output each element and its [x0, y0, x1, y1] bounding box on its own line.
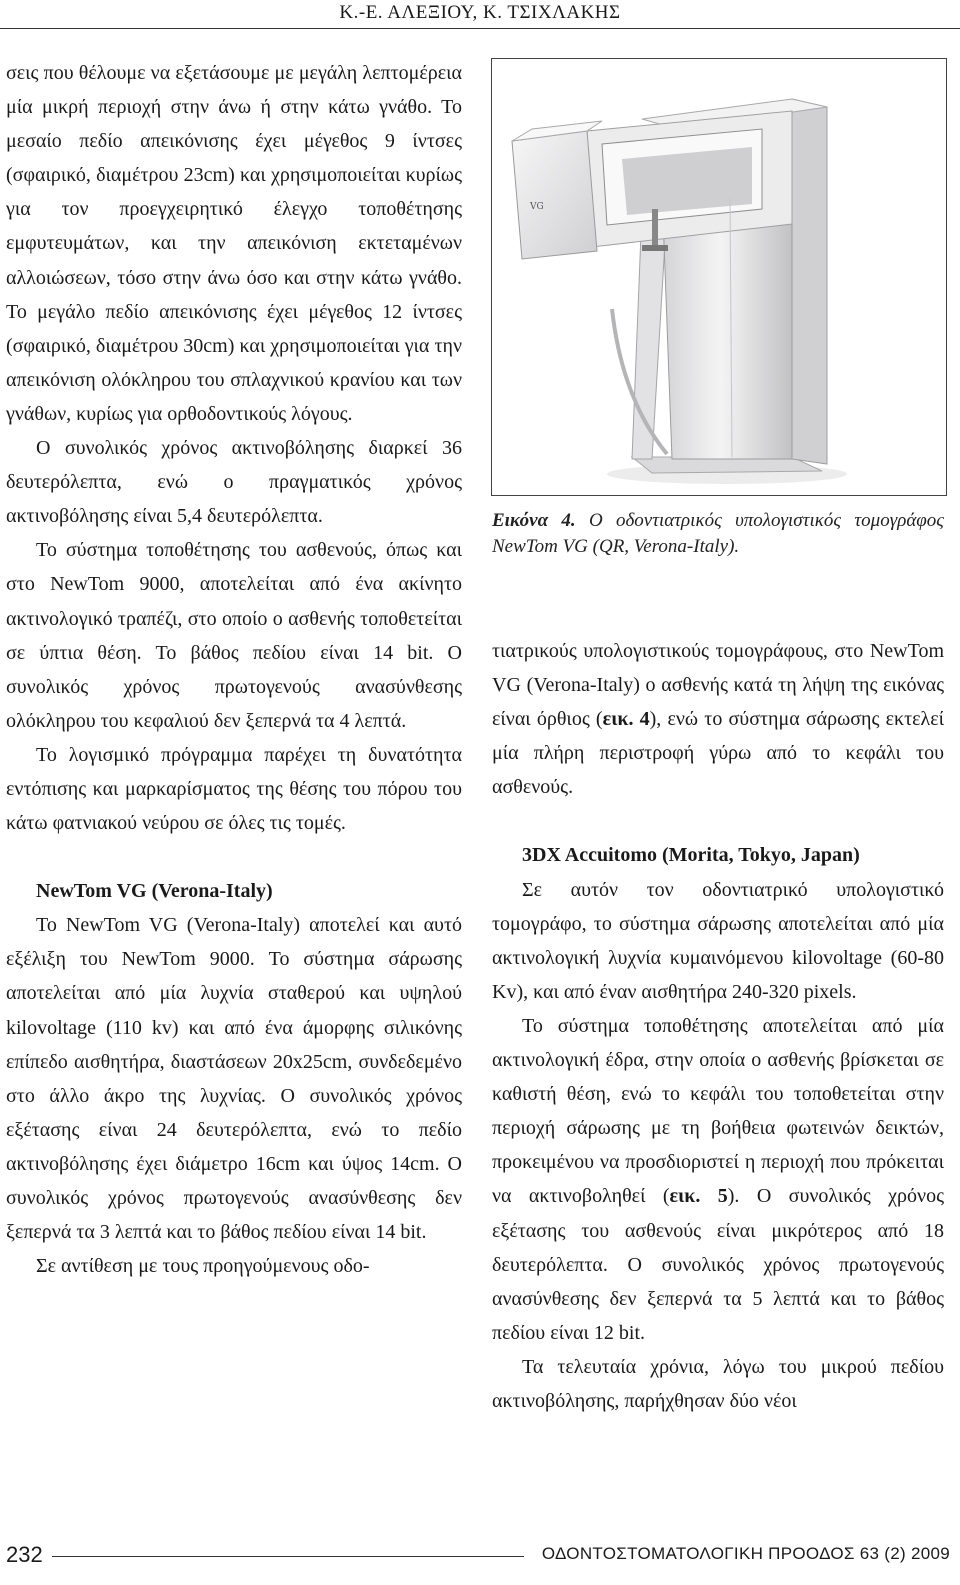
device-label: VG	[530, 202, 544, 212]
figure-caption	[492, 508, 944, 560]
journal-title: ΟΔΟΝΤΟΣΤΟΜΑΤΟΛΟΓΙΚΗ ΠΡΟΟΔΟΣ 63 (2) 2009	[541, 1544, 950, 1563]
paragraph: Το σύστημα τοποθέτησης του ασθενούς, όπως και στο NewTom 9000, αποτελείται από ένα ακίνητο ακτινολογικό τραπέζι, στο οποίο ο ασθενής τοποθετείται σε ύπτια θέση. Το βάθος πεδίου είναι 14 bit. Ο συνολικός χρόνος πρωτογενούς ανασύνθεσης ολόκληρου του κεφαλιού δεν ξεπερνά τα 4 λεπτά.	[6, 539, 462, 732]
page-footer	[0, 1542, 960, 1582]
paragraph: σεις που θέλουμε να εξετάσουμε με μεγάλη λεπτομέρεια μία μικρή περιοχή στην άνω ή στην κάτω γνάθο. Το μεσαίο πεδίο απεικόνισης έχει μέγεθος 9 ίντσες (σφαιρικό, διαμέτρου 23cm) και χρησιμοποιείται κυρίως για τον προεγχειρητικό έλεγχο τοποθέτησης εμφυτευμάτων, και την απεικόνιση εκτεταμένων αλλοιώσεων, τόσο στην άνω όσο και στην κάτω γνάθο. Το μεγάλο πεδίο απεικόνισης έχει μέγεθος 12 ίντσες (σφαιρικό, διαμέτρου 30cm) και χρησιμοποιείται για την απεικόνιση ολόκληρου του σπλαχνικού κρανίου και των γνάθων, κυρίως για ορθοδοντικούς λόγους.	[6, 62, 462, 425]
figure-reference: εικ. 4	[602, 708, 650, 731]
paragraph: Το NewTom VG (Verona-Italy) αποτελεί και αυτό εξέλιξη του NewTom 9000. Το σύστημα σάρωσης αποτελείται από μία λυχνία σταθερού και υψηλού kilovoltage (110 kv) και από ένα άμορφης σιλικόνης επίπεδο αισθητήρα, διαστάσεων 20x25cm, συνδεδεμένο στο άλλο άκρο της λυχνίας. Ο συνολικός χρόνος εξέτασης είναι 24 δευτερόλεπτα, ενώ το πεδίο ακτινοβόλησης έχει διάμετρο 16cm και ύψος 14cm. Ο συνολικός χρόνος πρωτογενούς ανασύνθεσης δεν ξεπερνά τα 3 λεπτά και το βάθος πεδίου είναι 14 bit.	[6, 914, 462, 1244]
right-column	[492, 634, 944, 1418]
paragraph-text: Το σύστημα τοποθέτησης αποτελείται από μία ακτινολογική έδρα, στην οποία ο ασθενής βρίσκεται σε καθιστή θέση, ενώ το κεφάλι του τοποθετείται στην περιοχή σάρωσης με τη βοήθεια φωτεινών δεικτών, προκειμένου να προσδιοριστεί η περιοχή που πρόκειται να ακτινοβοληθεί (	[492, 1014, 944, 1208]
paragraph: Τα τελευταία χρόνια, λόγω του μικρού πεδίου ακτινοβόλησης, παρήχθησαν δύο νέοι	[492, 1355, 944, 1412]
running-title: Κ.-Ε. ΑΛΕΞΙΟΥ, Κ. ΤΣΙΧΛΑΚΗΣ	[339, 2, 621, 23]
chin-rest-post	[652, 209, 658, 249]
ct-scanner-illustration	[492, 59, 946, 495]
paragraph: Το λογισμικό πρόγραμμα παρέχει τη δυνατότητα εντόπισης και μαρκαρίσματος της θέσης του πόρου του κάτω φατνιακού νεύρου σε όλες τις τομές.	[6, 743, 462, 835]
paragraph-text: τιατρικούς υπολογιστικούς τομογράφους, στο NewTom VG (Verona-Italy) ο ασθενής κατά τη λήψη της εικόνας είναι όρθιος (	[492, 640, 944, 731]
paragraph: Σε αντίθεση με τους προηγούμενους οδο-	[36, 1255, 370, 1278]
paragraph	[492, 634, 944, 804]
section-heading: NewTom VG (Verona-Italy)	[36, 880, 273, 903]
paragraph-text: ), ενώ το σύστημα σάρωσης εκτελεί μία πλήρη περιστροφή γύρω από το κεφάλι του ασθενούς.	[492, 708, 945, 799]
tube-head	[512, 131, 597, 259]
figure-label: Εικόνα 4.	[492, 510, 576, 531]
chin-rest	[642, 245, 668, 251]
left-column	[6, 56, 462, 1283]
paragraph: Σε αυτόν τον οδοντιατρικό υπολογιστικό τομογράφο, το σύστημα σάρωσης αποτελείται από μία ακτινολογική λυχνία κυμαινόμενου kilovoltage (60-80 Kv), και από έναν αισθητήρα 240-320 pixels.	[492, 878, 944, 1003]
header-rule	[0, 28, 960, 29]
side-column	[792, 99, 827, 464]
section-heading: 3DX Accuitomo (Morita, Tokyo, Japan)	[522, 844, 860, 867]
paragraph-text: ). Ο συνολικός χρόνος εξέτασης του ασθενούς είναι μικρότερος από 18 δευτερόλεπτα. Ο συνολικός χρόνος πρωτογενούς ανασύνθεσης δεν ξεπερνά τα 5 λεπτά και το βάθος πεδίου είναι 12 bit.	[492, 1185, 944, 1344]
footer-rule	[52, 1556, 524, 1557]
figure-caption-text: Ο οδοντιατρικός υπολογιστικός τομογράφος NewTom VG (QR, Verona-Italy).	[492, 510, 945, 557]
paragraph	[492, 1009, 944, 1350]
page-number: 232	[6, 1542, 43, 1567]
figure-reference: εικ. 5	[669, 1185, 728, 1208]
paragraph: Ο συνολικός χρόνος ακτινοβόλησης διαρκεί 36 δευτερόλεπτα, ενώ ο πραγματικός χρόνος ακτινοβόλησης είναι 5,4 δευτερόλεπτα.	[6, 437, 462, 528]
figure-frame	[491, 58, 947, 496]
